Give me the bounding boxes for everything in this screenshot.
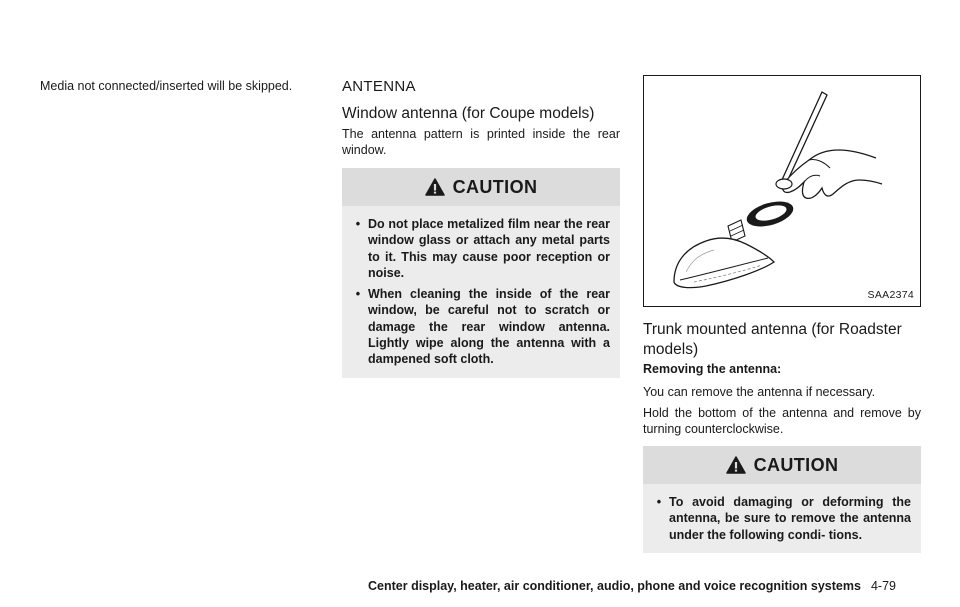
caution-box: [643, 446, 921, 553]
caution-item-text: When cleaning the inside of the rear window, be careful not to scratch or damage the rear window antenna. Lightly wipe along the antenna with a dampened soft cloth.: [368, 287, 610, 367]
bullet-icon: •: [656, 495, 662, 509]
remove-antenna-text: You can remove the antenna if necessary.: [643, 385, 876, 399]
caution-item: [348, 286, 610, 367]
trunk-antenna-heading: Trunk mounted antenna (for Roadster models): [643, 321, 902, 358]
figure-label: SAA2374: [867, 289, 914, 301]
removing-antenna-label: Removing the antenna:: [643, 362, 782, 376]
caution-item: [649, 494, 911, 543]
caution-body: [643, 484, 921, 553]
window-antenna-text: The antenna pattern is printed inside the rear window.: [342, 127, 620, 157]
caution-title: CAUTION: [753, 454, 839, 475]
warning-triangle-icon: [425, 178, 445, 196]
page-footer: [368, 579, 896, 593]
warning-triangle-icon: [726, 456, 746, 474]
antenna-illustration: [643, 75, 921, 307]
caution-item: [348, 216, 610, 281]
caution-item-text: Do not place metalized film near the rear window glass or attach any metal parts to it. This may cause poor reception or noise.: [368, 217, 610, 280]
caution-body: [342, 206, 620, 378]
caution-header: [643, 446, 921, 484]
media-skip-note: Media not connected/inserted will be skipped.: [40, 79, 293, 93]
window-antenna-heading: Window antenna (for Coupe models): [342, 105, 595, 122]
hand-removing-antenna-drawing: [644, 76, 919, 305]
bullet-icon: •: [355, 287, 361, 302]
footer-chapter-title: Center display, heater, air conditioner, audio, phone and voice recognition systems: [368, 579, 861, 593]
section-heading: ANTENNA: [342, 78, 416, 95]
caution-header: [342, 168, 620, 206]
page-number: 4-79: [870, 579, 896, 593]
bullet-icon: •: [355, 217, 361, 231]
caution-title: CAUTION: [452, 176, 538, 197]
caution-box: [342, 168, 620, 378]
caution-item-text: To avoid damaging or deforming the antenna, be sure to remove the antenna under the following condi- tions.: [669, 495, 911, 542]
hold-antenna-text: Hold the bottom of the antenna and remove by turning counterclockwise.: [643, 406, 921, 436]
